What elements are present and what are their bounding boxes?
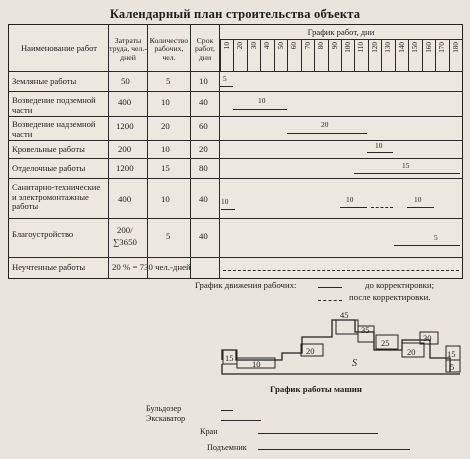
row-name: Земляные работы	[12, 76, 77, 86]
row-name: Кровельные работы	[12, 144, 85, 154]
gantt-bar-label: 20	[321, 120, 329, 129]
legend-title: График движения рабочих:	[195, 280, 297, 290]
row-duration: 10	[199, 76, 208, 86]
machines-caption: График работы машин	[270, 384, 362, 394]
day-tick-label: 100	[344, 42, 352, 53]
machine-label: Кран	[200, 427, 218, 436]
step-label: 20	[306, 346, 315, 356]
step-label: 10	[252, 359, 261, 369]
day-tick-label: 50	[276, 42, 285, 50]
gantt-bar-label: 10	[258, 96, 266, 105]
row-labor: 400	[118, 194, 132, 204]
day-tick-label: 40	[263, 42, 272, 50]
day-tick-label: 160	[424, 42, 433, 53]
row-workers: 10	[161, 194, 170, 204]
row-labor: 50	[121, 76, 130, 86]
machine-bar	[221, 410, 233, 411]
gantt-bar-label: 10	[375, 141, 383, 150]
row-name: Отделочные работы	[12, 163, 86, 173]
header-labor: Затраты труда, чел.-дней	[109, 36, 147, 62]
machine-label: Подъемник	[207, 443, 247, 452]
step-label: 25	[381, 338, 390, 348]
row-name: Санитарно-технические и электромонтажные работы	[12, 182, 101, 211]
machine-bar	[258, 433, 378, 434]
machine-label: Экскаватор	[146, 414, 186, 423]
day-tick-label: 110	[357, 42, 366, 53]
day-tick-label: 60	[290, 42, 299, 50]
row-duration: 40	[199, 231, 208, 241]
row-workers: 5	[166, 231, 171, 241]
row-labor: 1200	[116, 121, 134, 131]
row-labor: 400	[118, 97, 132, 107]
row-duration: 40	[199, 194, 208, 204]
gantt-bar-label: 10	[221, 197, 229, 206]
step-label: 30	[423, 333, 432, 343]
row-name: Возведение подземной части	[12, 95, 96, 115]
day-tick-label: 20	[236, 42, 245, 50]
day-tick-label: 30	[249, 42, 258, 50]
day-tick-label: 140	[397, 42, 406, 53]
page-title: Календарный план строительства объекта	[109, 7, 361, 21]
step-label: 5	[450, 362, 455, 372]
gantt-bar-label: 10	[414, 195, 422, 204]
row-labor: 200	[118, 144, 132, 154]
header-schedule: График работ, дни	[307, 27, 375, 37]
row-workers: 5	[166, 76, 171, 86]
row-labor-total: ∑3650	[113, 237, 137, 247]
machine-bar	[221, 420, 261, 421]
area-label: S	[352, 358, 357, 369]
row-duration: 20	[199, 144, 208, 154]
row-labor: 1200	[116, 163, 134, 173]
header-workers: Количество рабочих, чел.	[149, 36, 189, 62]
row-labor: 200/	[117, 225, 133, 235]
row-duration: 60	[199, 121, 208, 131]
gantt-bar-label: 10	[346, 195, 354, 204]
row-workers: 10	[161, 97, 170, 107]
day-tick-label: 10	[223, 42, 231, 50]
step-label: 15	[225, 353, 234, 363]
header-name: Наименование работ	[20, 43, 98, 53]
unaccounted-value: 20 % = 730 чел.-дней	[112, 262, 191, 272]
day-tick-label: 90	[330, 42, 339, 50]
step-label: 15	[447, 349, 456, 359]
row-workers: 15	[161, 163, 170, 173]
step-label: 35	[361, 325, 370, 335]
day-tick-label: 130	[384, 42, 393, 53]
unaccounted-name: Неучтенные работы	[12, 262, 86, 272]
header-duration: Срок работ, дни	[195, 36, 215, 62]
gantt-bar-label: 15	[402, 161, 410, 170]
row-workers: 10	[161, 144, 170, 154]
gantt-bar-label: 5	[434, 233, 438, 242]
machine-bar	[258, 449, 410, 450]
row-name: Возведение надземной части	[12, 119, 96, 139]
day-tick-label: 70	[303, 42, 312, 50]
row-duration: 40	[199, 97, 208, 107]
day-tick-label: 120	[370, 42, 379, 53]
gantt-bar-label: 5	[223, 74, 227, 83]
legend-after: после корректировки.	[349, 292, 431, 302]
step-label: 20	[407, 347, 416, 357]
step-label: 45	[340, 310, 349, 320]
row-name: Благоустройство	[12, 229, 74, 239]
row-duration: 80	[199, 163, 208, 173]
day-tick-label: 150	[411, 42, 420, 53]
row-workers: 20	[161, 121, 170, 131]
day-tick-label: 180	[451, 42, 460, 53]
legend-before: до корректировки;	[365, 280, 435, 290]
day-tick-label: 170	[438, 42, 447, 53]
day-tick-label: 80	[317, 42, 326, 50]
machine-label: Бульдозер	[146, 404, 182, 413]
